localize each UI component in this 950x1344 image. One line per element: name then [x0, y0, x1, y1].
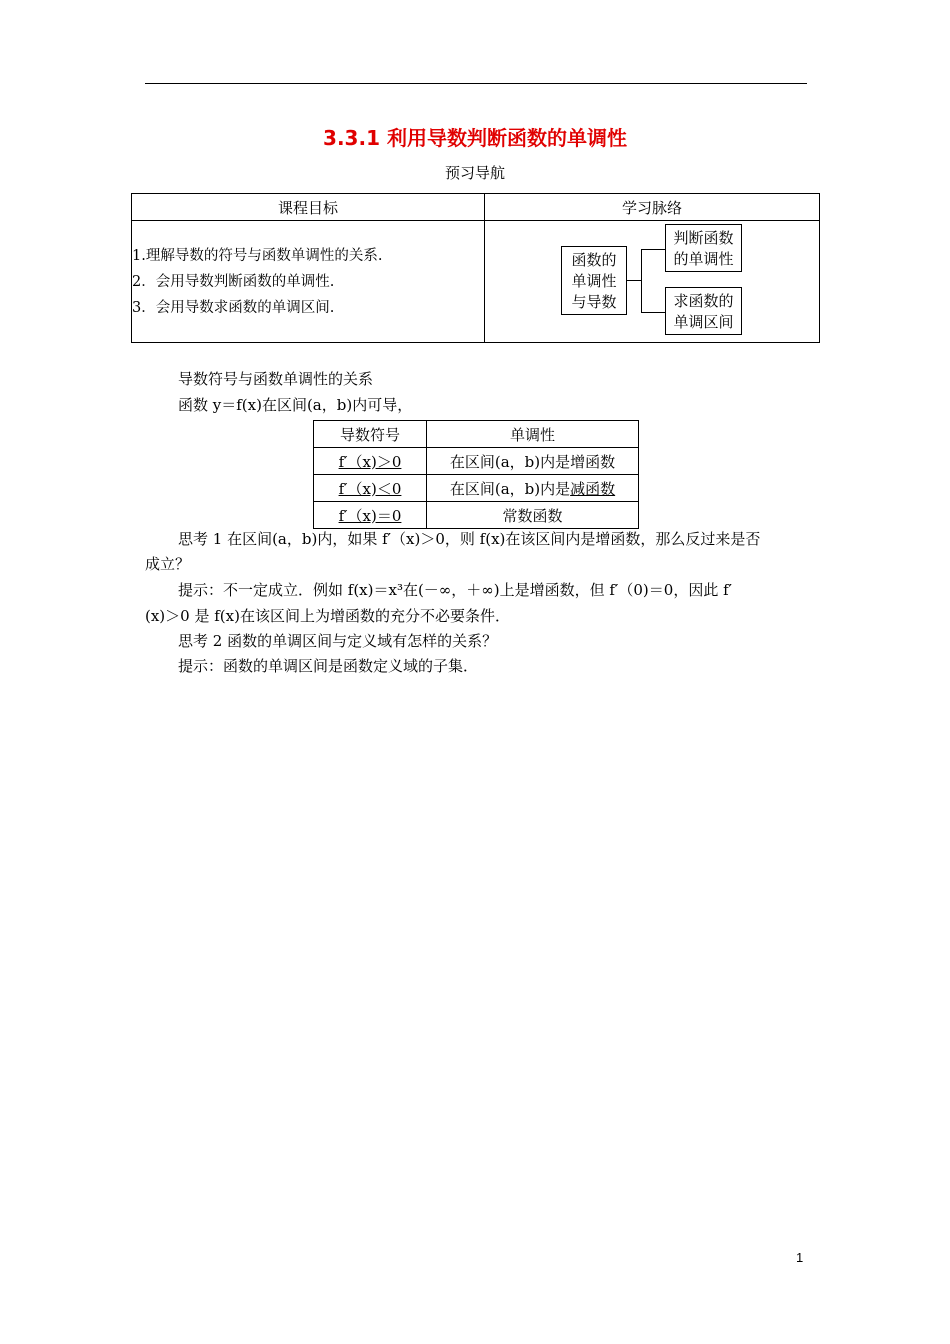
table-row [314, 502, 639, 529]
goal-item: 1.理解导数的符号与函数单调性的关系. [132, 247, 383, 264]
sign-cell: f′（x)＜0 [338, 479, 402, 498]
page-number: 1 [796, 1250, 804, 1265]
table-row [314, 475, 639, 502]
thinking-1-line1: 思考 1 在区间(a，b)内，如果 f′（x)＞0，则 f(x)在该区间内是增函数，那么反过来是否 [178, 530, 761, 548]
intro-line: 函数 y＝f(x)在区间(a，b)内可导， [178, 396, 413, 414]
page-title: 3.3.1 利用导数判断函数的单调性 [323, 126, 627, 150]
sign-header: 导数符号 [314, 421, 427, 448]
monotonicity-cell: 在区间(a，b)内是减函数 [427, 475, 639, 502]
hint-1-line1: 提示：不一定成立．例如 f(x)＝x³在(－∞，＋∞)上是增函数，但 f′（0)＝0，因此 f′ [178, 581, 733, 599]
thinking-1-line2: 成立？ [145, 555, 191, 573]
context-header: 学习脉络 [485, 194, 820, 221]
diagram-branch-top-box: 判断函数 的单调性 [665, 224, 742, 272]
learning-diagram [485, 221, 820, 343]
diagram-branch-bottom-box: 求函数的 单调区间 [665, 287, 742, 335]
hint-1-line2: (x)＞0 是 f(x)在该区间上为增函数的充分不必要条件． [145, 607, 510, 625]
diagram-connector [641, 249, 642, 313]
derivative-sign-table [313, 420, 639, 529]
goals-header: 课程目标 [132, 194, 485, 221]
monotonicity-cell: 在区间(a，b)内是增函数 [427, 448, 639, 475]
header-rule [145, 83, 807, 84]
diagram-connector [641, 249, 665, 250]
section-heading: 导数符号与函数单调性的关系 [178, 370, 374, 388]
sign-cell: f′（x)＞0 [338, 452, 402, 471]
diagram-connector [627, 280, 641, 281]
sign-cell: f′（x)＝0 [338, 506, 402, 525]
monotonicity-header: 单调性 [427, 421, 639, 448]
section-subtitle: 预习导航 [444, 164, 505, 182]
monotonicity-cell: 常数函数 [427, 502, 639, 529]
hint-2: 提示：函数的单调区间是函数定义域的子集． [178, 657, 479, 675]
goals-table [131, 193, 820, 343]
table-row [314, 448, 639, 475]
diagram-root-box: 函数的 单调性 与导数 [561, 246, 627, 315]
thinking-2: 思考 2 函数的单调区间与定义域有怎样的关系？ [178, 632, 498, 650]
goals-list [132, 221, 485, 343]
diagram-connector [641, 312, 665, 313]
goal-item: 2．会用导数判断函数的单调性. [132, 273, 335, 290]
goal-item: 3．会用导数求函数的单调区间. [132, 299, 335, 316]
